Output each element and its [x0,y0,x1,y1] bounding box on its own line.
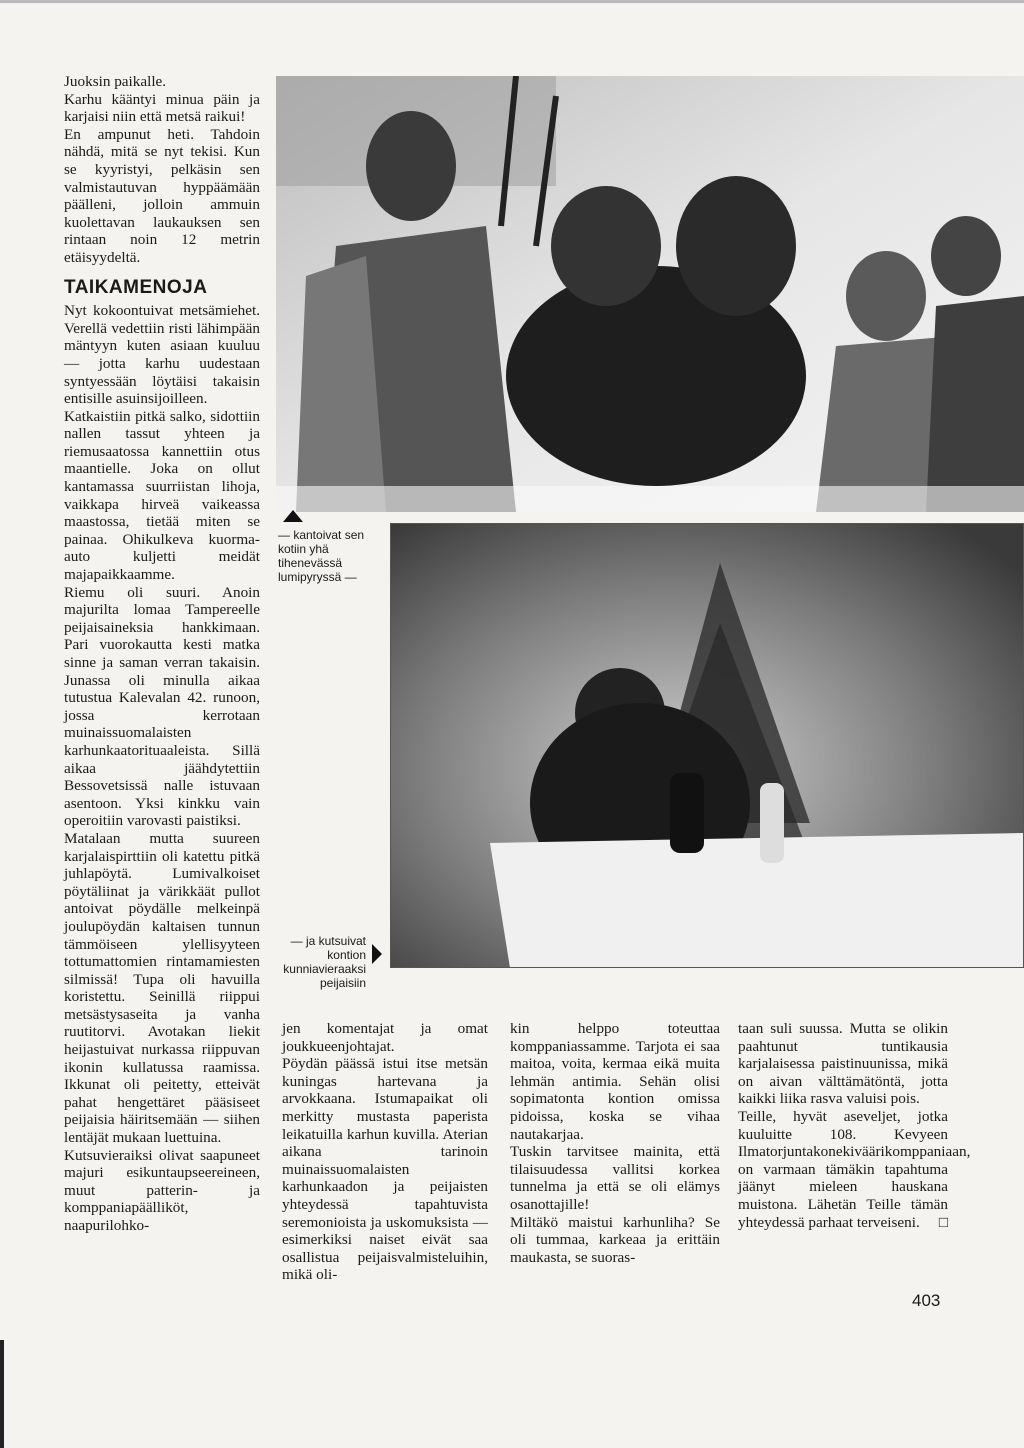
end-mark-icon: □ [938,1213,948,1231]
paragraph: Miltäkö maistui karhunliha? Se oli tummaa, karkeaa ja erittäin maukasta, se suoras- [510,1213,720,1266]
photo-bear-at-feast-table [390,523,1024,968]
paragraph: Tuskin tarvitsee mainita, että tilaisuudessa vallitsi korkea tunnelma ja että se oli elämys osanottajille! [510,1143,720,1213]
paragraph: Juoksin paikalle. [64,73,167,90]
text-column-3 [510,1020,720,1266]
text-column-1 [64,73,260,1235]
paragraph: Nyt kokoontuivat metsämiehet. Verellä vedettiin risti lähimpään mäntyyn kuten asiaan kuuluu — jotta karhu uudestaan syntyessään löytäisi takaisin entisille asuinsijoilleen. [64,302,260,408]
paragraph: Kutsuvieraiksi olivat saapuneet majuri esikuntaupseereineen, muut patterin- ja komppaniapäälliköt, naapurilohko- [64,1146,260,1234]
caption-arrow-right-icon [372,944,382,964]
paragraph: Riemu oli suuri. Anoin majurilta lomaa Tampereelle peijaisaineksia hankkimaan. Pari vuorokautta kesti matka sinne ja saman verran takaisin. Junassa oli minulla aikaa tutustua Kalevalan 42. runoon, jossa kerrotaan muinaissuomalaisten karhunkaatorituaaleista. Sillä aikaa jäähdytettiin Bessovetsissä nalle istuvaan asentoon. Yksi kinkku vain operoitiin varovasti paistiksi. [64,583,260,830]
paragraph [738,1107,971,1231]
photo-placeholder-bottom [390,523,1024,968]
paragraph: kin helppo toteuttaa komppaniassamme. Tarjota ei saa maitoa, voita, kermaa eikä muita lehmän antimia. Sehän olisi sopimatonta kontion omissa pidoissa, koska se vihaa nautakarjaa. [510,1020,720,1143]
text-column-2 [282,1020,488,1284]
caption-arrow-up-icon [283,510,303,522]
top-rule [0,0,1024,3]
caption-top: — kantoivat sen kotiin yhä tihenevässä lumipyryssä — [278,528,365,584]
paragraph: taan suli suussa. Mutta se olikin paahtunut tuntikausia karjalaisessa paistinuunissa, mikä on aivan välttämätöntä, jotta kaikki liika rasva valuisi pois. [738,1020,948,1108]
text-column-4 [738,1020,971,1231]
paragraph: Matalaan mutta suureen karjalaispirttiin oli katettu pitkä juhlapöytä. Lumivalkoiset pöytäliinat ja värikkäät pullot antoivat pöydälle melkeinpä joulupöydän kaltaisen tunnun tämmöiseen ylellisyyteen tottumattomien rintamamiesten silmissä! Tupa oli havuilla koristettu. Seinillä riippui metsästysaseita ja vanha ruutitorvi. Avotakan liekit heijastuivat nurkassa riippuvan ikonin kullatussa raamissa. Ikkunat oli peitetty, etteivät pahat hengettäret pääsiseet peijaisia häiritsemään — siihen lentäjät mukaan luettuina. [64,829,260,1147]
photo-placeholder-top [276,76,1024,512]
section-heading: TAIKAMENOJA [64,276,208,298]
paragraph-text: Teille, hyvät aseveljet, jotka kuuluitte 108. Kevyeen Ilmatorjuntakonekiväärikomppaniaan, on varmaan tämäkin tapahtuma jäänyt mieleen hauskana muistona. Lähetän Teille tämän yhteydessä parhaat terveiseni. [738,1107,971,1231]
paragraph: jen komentajat ja omat joukkueenjohtajat. [282,1020,488,1055]
paragraph: Pöydän päässä istui itse metsän kuningas hartevana ja arvokkaana. Istumapaikat oli merkitty mustasta paperista leikatuilla karhun kuvilla. Aterian aikana tarinoin muinaissuomalaisten karhunkaadon ja peijaisten yhteydessä tapahtuvista seremonioista ja uskomuksista — esimerkiksi naiset eivät saa osallistua peijaisvalmisteluihin, mikä oli- [282,1055,488,1284]
page-number: 403 [912,1291,941,1310]
scan-edge-bar [0,1340,4,1448]
paragraph: Karhu kääntyi minua päin ja karjaisi niin että metsä raikui! [64,90,260,126]
caption-bottom: — ja kutsuivat kontion kunniavieraaksi peijaisiin [283,934,366,990]
paragraph: En ampunut heti. Tahdoin nähdä, mitä se nyt tekisi. Kun se kyyristyi, pelkäsin sen valmistautuvan hyppäämään päälleni, jolloin ammuin kuolettavan laukauksen sen rintaan noin 12 metrin etäisyydeltä. [64,125,260,266]
photo-men-carrying-bear [276,76,1024,512]
paragraph: Katkaistiin pitkä salko, sidottiin nallen tassut yhteen ja riemusaatossa kannettiin otus maantielle. Joka on ollut kantamassa suurriistan lihoja, vaikkapa hirveä vaikeassa maastossa, tietää miten se painaa. Ohikulkeva kuorma-auto kuljetti meidät majapaikkaamme. [64,407,260,584]
